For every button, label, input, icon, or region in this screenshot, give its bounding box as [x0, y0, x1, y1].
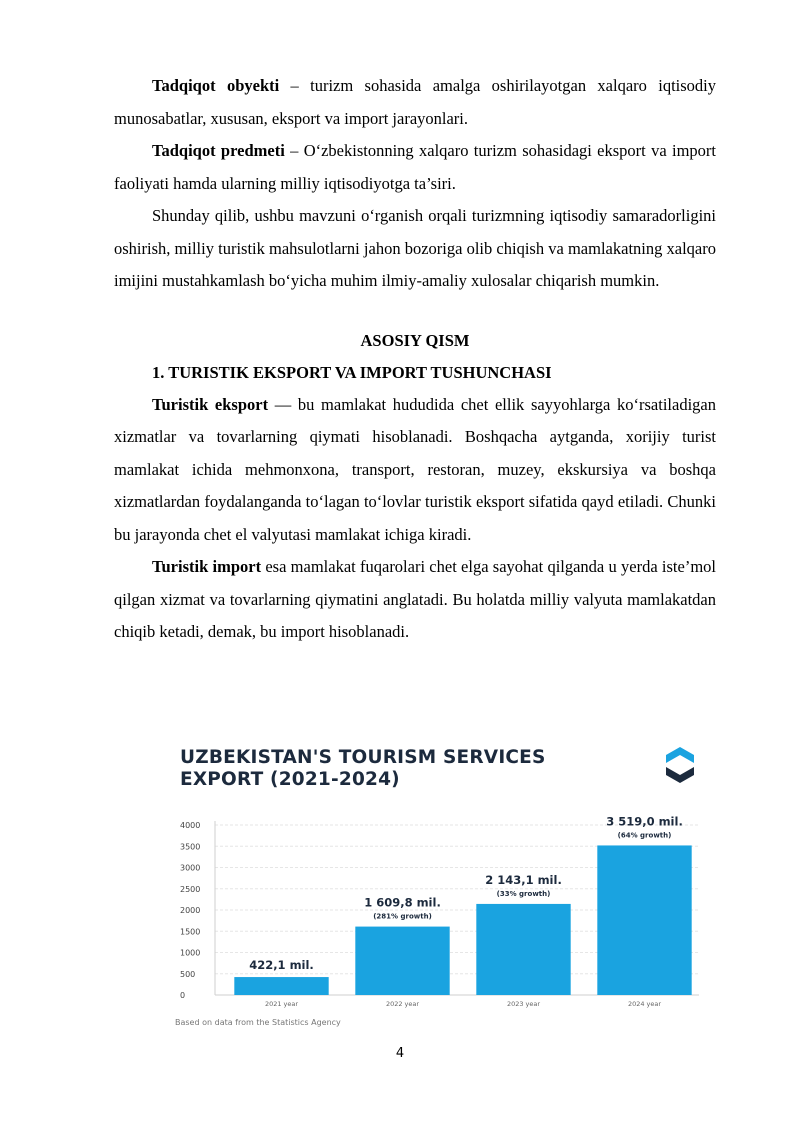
growth-label: (281% growth) [373, 912, 432, 921]
y-tick-label: 4000 [180, 821, 201, 830]
paragraph-tourism-export [114, 389, 716, 552]
chart-title-line2: EXPORT (2021-2024) [180, 769, 400, 790]
subsection-title: 1. TURISTIK EKSPORT VA IMPORT TUSHUNCHASI [152, 362, 552, 382]
paragraph-research-object [114, 70, 716, 135]
term-research-object: Tadqiqot obyekti [152, 76, 280, 95]
y-tick-label: 0 [180, 991, 186, 1000]
bar [597, 845, 691, 995]
chart-title-line1: UZBEKISTAN'S TOURISM SERVICES [180, 747, 546, 768]
y-tick-label: 3500 [180, 842, 201, 852]
section-title: ASOSIY QISM [360, 330, 470, 350]
text-tourism-export: — bu mamlakat hududida chet ellik sayyohlarga ko‘rsatiladigan xizmatlar va tovarlarning qiymati hisoblanadi. Boshqacha aytganda, xorijiy turist mamlakat ichida mehmonxona, transport, restoran, muzey, ekskursiya va boshqa xizmatlardan foydalanganda to‘lagan to‘lovlar turistik eksport sifatida qayd etiladi. Chunki bu jarayonda chet el valyutasi mamlakat ichiga kiradi. [114, 394, 716, 544]
data-label: 3 519,0 mil. [606, 814, 683, 829]
term-tourism-import: Turistik import [152, 557, 262, 576]
text-research-object: – turizm sohasida amalga oshirilayotgan xalqaro iqtisodiy munosabatlar, xususan, eksport va import jarayonlari. [114, 76, 716, 128]
term-research-subject: Tadqiqot predmeti [152, 141, 285, 160]
y-tick-label: 2000 [180, 906, 201, 915]
growth-label: (33% growth) [496, 889, 551, 898]
data-label: 422,1 mil. [249, 958, 314, 973]
data-label: 1 609,8 mil. [364, 895, 441, 910]
y-tick-label: 3000 [180, 863, 201, 873]
page-number: 4 [395, 1046, 405, 1061]
bar-chart [163, 727, 719, 1027]
text-tourism-import: esa mamlakat fuqarolari chet elga sayohat qilganda u yerda iste’mol qilgan xizmat va tovarlarning qiymatini anglatadi. Bu holatda milliy valyuta mamlakatdan chiqib ketadi, demak, bu import hisoblanadi. [114, 557, 717, 641]
bar [355, 927, 449, 995]
text-research-subject: – O‘zbekistonning xalqaro turizm sohasidagi eksport va import faoliyati hamda ularning milliy iqtisodiyotga ta’siri. [114, 141, 716, 193]
paragraph-tourism-import [114, 551, 716, 649]
y-tick-label: 500 [180, 969, 196, 979]
growth-label: (64% growth) [617, 831, 672, 840]
document-body [114, 70, 716, 649]
y-tick-label: 1000 [180, 948, 201, 958]
paragraph-research-subject [114, 135, 716, 200]
bar [234, 977, 328, 995]
y-tick-label: 1500 [180, 927, 201, 937]
data-label: 2 143,1 mil. [485, 872, 562, 887]
x-tick-label: 2023 year [506, 1000, 541, 1008]
paragraph-conclusion: Shunday qilib, ushbu mavzuni o‘rganish orqali turizmning iqtisodiy samaradorligini oshirish, milliy turistik mahsulotlarni jahon bozoriga olib chiqish va mamlakatning xalqaro imijini mustahkamlash bo‘yicha muhim ilmiy-amaliy xulosalar chiqarish mumkin. [114, 206, 716, 290]
x-tick-label: 2021 year [264, 1000, 299, 1008]
x-tick-label: 2022 year [385, 1000, 420, 1008]
chart-figure [163, 727, 719, 1035]
y-tick-label: 2500 [180, 884, 201, 894]
bar [476, 904, 570, 995]
chart-source-note: Based on data from the Statistics Agency [175, 1018, 341, 1027]
term-tourism-export: Turistik eksport [152, 394, 269, 414]
x-tick-label: 2024 year [627, 1000, 662, 1008]
